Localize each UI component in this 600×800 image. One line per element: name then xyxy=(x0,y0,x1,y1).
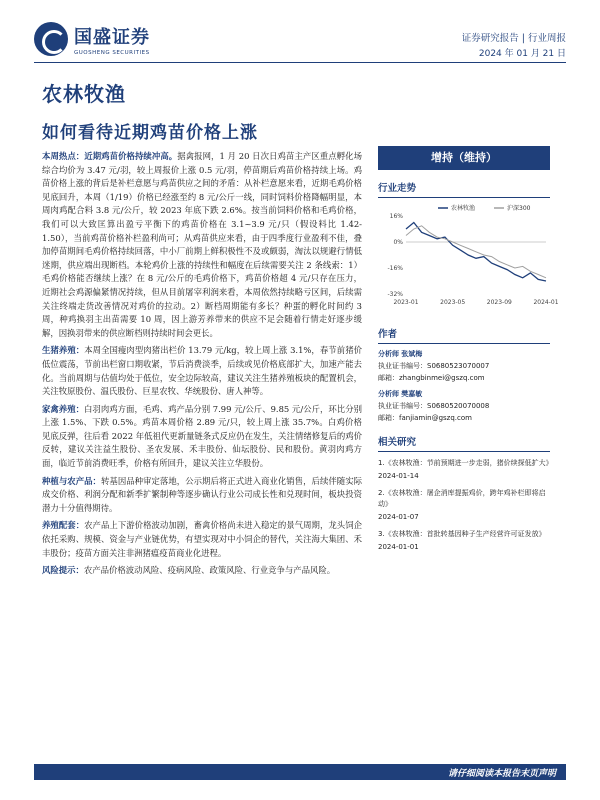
header-divider xyxy=(34,62,566,63)
footer-bar xyxy=(34,764,566,780)
para-lead: 养殖配套： xyxy=(42,520,85,531)
analyst-1-email: 邮箱：zhangbinmei@gszq.com xyxy=(378,374,485,382)
x-tick-label: 2024-01 xyxy=(533,299,559,306)
related-item[interactable] xyxy=(378,458,553,482)
related-item[interactable] xyxy=(378,488,550,523)
report-type-sep: | xyxy=(521,33,525,44)
related-title: 2.《农林牧渔：屠企消库提振鸡价，跨年鸡补栏即将启动》 xyxy=(378,489,546,508)
para-pig xyxy=(42,344,362,398)
x-tick-label: 2023-05 xyxy=(440,299,466,306)
analyst-2-cert: 执业证书编号：S0680520070008 xyxy=(378,402,490,410)
sidebar xyxy=(378,146,559,553)
trend-chart xyxy=(378,202,559,312)
footer-disclaimer: 请仔细阅读本报告末页声明 xyxy=(447,769,556,779)
related-title: 3.《农林牧渔：首批转基因种子生产经营许可证发放》 xyxy=(378,530,546,538)
y-tick-label: -32% xyxy=(387,291,403,298)
analyst-1-label: 分析师 xyxy=(378,350,399,358)
main-content xyxy=(42,150,362,582)
analyst-2-label: 分析师 xyxy=(378,390,399,398)
para-text: 农产品价格波动风险、疫病风险、政策风险、行业竞争与产品风险。 xyxy=(83,565,336,576)
related-title: 1.《农林牧渔：节前预期进一步走弱，猪价续探低扩大》 xyxy=(378,459,553,467)
analyst-1-name: 张斌梅 xyxy=(401,350,423,358)
para-text: 本周全国瘦肉型肉猪出栏价 13.79 元/kg，较上周上涨 3.1%，春节前猪价低位震荡，节前出栏窗口期收紧，节后消费淡季，后续或见价格底部扩大，加速产能去化。当前周期与估值均处于低位，安全边际较高，建议关注生猪养殖板块的配置机会，关注牧原股份、温氏股份、巨星农牧、华统股份、唐人神等。 xyxy=(42,345,363,397)
logo-icon xyxy=(34,22,68,56)
legend-label: 沪深300 xyxy=(507,205,531,212)
report-type xyxy=(462,30,566,44)
related-item[interactable] xyxy=(378,529,550,553)
company-logo xyxy=(34,22,150,56)
analyst-2-name: 樊嘉敏 xyxy=(401,390,423,398)
para-lead: 风险提示： xyxy=(42,565,84,576)
legend-label: 农林牧渔 xyxy=(451,205,476,212)
report-type-main: 证券研究报告 xyxy=(461,33,519,44)
page-header xyxy=(0,0,600,72)
series-line-1 xyxy=(406,226,546,278)
trend-heading: 行业走势 xyxy=(378,180,550,198)
para-lead: 种植与农产品： xyxy=(42,475,101,486)
related-date: 2024-01-07 xyxy=(378,513,419,521)
para-poultry xyxy=(42,403,362,471)
x-tick-label: 2023-01 xyxy=(393,299,419,306)
para-text: 白羽肉鸡方面，毛鸡、鸡产品分别 7.99 元/公斤、9.85 元/公斤，环比分别上涨 1.5%、下跌 0.5%。鸡苗本周价格 2.89 元/只，较上周上涨 35.7%。白鸡价格见底反弹，往后看 2022 年低祖代更新量链条式反应仍在发生，关注情绪修复后的鸡价反转，建议关注益生股份、圣农发展、禾丰股份、仙坛股份、民和股份。黄羽肉鸡方面，临近节前消费旺季，价格有所回升，建议关注立华股份。 xyxy=(42,403,362,469)
para-risk xyxy=(42,564,362,578)
para-text: 转基因品种审定落地，公示期后将正式进入商业化销售，后续伴随实际成交价格、利润分配和新季扩繁制种等逐步确认行业公司成长性和兑现时间，板块投资潜力十分值得期待。 xyxy=(42,475,363,513)
analyst-2-email: 邮箱：fanjiamin@gszq.com xyxy=(378,414,472,422)
para-lead: 家禽养殖： xyxy=(42,403,85,414)
analyst-1 xyxy=(378,348,550,384)
related-heading: 相关研究 xyxy=(378,434,550,452)
related-date: 2024-01-14 xyxy=(378,472,419,480)
sector-title: 农林牧渔 xyxy=(42,82,126,106)
rating-badge: 增持（维持） xyxy=(378,146,550,170)
para-text: 农产品上下游价格波动加剧，畜禽价格尚未进入稳定的景气周期，龙头饲企依托采购、规模、资金与产业链优势，有望实现对中小饲企的替代，关注海大集团、禾丰股份；疫苗方面关注非洲猪瘟疫苗商业化进程。 xyxy=(42,520,363,558)
author-heading: 作者 xyxy=(378,326,550,344)
related-date: 2024-01-01 xyxy=(378,543,419,551)
logo-cn-text: 国盛证券 xyxy=(74,26,150,48)
para-lead: 生猪养殖： xyxy=(42,345,85,356)
report-type-sub: 行业周报 xyxy=(527,33,566,44)
y-tick-label: 16% xyxy=(389,213,403,220)
analyst-2 xyxy=(378,388,550,424)
para-lead: 本周热点：近期鸡苗价格持续冲高。 xyxy=(42,151,178,161)
para-planting xyxy=(42,475,362,516)
x-tick-label: 2023-09 xyxy=(486,299,512,306)
analyst-1-cert: 执业证书编号：S0680523070007 xyxy=(378,362,490,370)
report-title: 如何看待近期鸡苗价格上涨 xyxy=(42,123,258,143)
para-hotspot xyxy=(42,150,362,340)
logo-en-text: GUOSHENG SECURITIES xyxy=(74,49,150,56)
para-feed xyxy=(42,519,362,560)
report-date: 2024 年 01 月 21 日 xyxy=(478,49,566,59)
para-text: 据禽报网，1 月 20 日次日鸡苗主产区重点孵化场综合均价为 3.47 元/羽，较上周报价上涨 0.5 元/羽，停苗期后鸡苗价格持续上场。鸡苗价格上涨的背后是补栏意愿与鸡苗供应之间的矛盾：从补栏意愿来看，近期毛鸡价格见底回升，本周（1/19）价格已经涨至约 8 元/公斤一线，同时饲料价格降幅明显，本周肉鸡配合料 3.8 元/公斤，较 2023 年底下跌 2.6%。按当前饲料价格和毛鸡价格，我们可以大致匡算出盈亏平衡下的鸡苗价格在 3.1~3.9 元/只（假设料比 1.42-1.50），当前鸡苗价格补栏盈利尚可；从鸡苗供应来看，由于四季度行业盈利不佳，叠加停苗期间毛鸡价格持续回落，中小厂前期上鲜积极性不及或颇弱，淘汰以规避行情低迷期，供应端出现断档。本轮鸡价上涨的持续性和幅度在后续需要关注 2 条线索：1）毛鸡价格能否继续上涨？在 8 元/公斤的毛鸡价格下，鸡苗价格超 4 元/只存在压力，近期社会鸡源偏紧情况持续，但从目前屠宰利润来看，本周依然持续略亏区间，后续需关注终端走货改善情况对鸡价的拉动。2）断档周期能有多长？种蛋的孵化时间约 3 周，种鸡换羽主出苗需要 10 周，因上游芳养带来的供应不足会随着行情走好逐步缓解，因换羽带来的供应断档则持续时间会更长。 xyxy=(42,151,362,338)
y-tick-label: 0% xyxy=(393,239,403,246)
y-tick-label: -16% xyxy=(387,265,403,272)
